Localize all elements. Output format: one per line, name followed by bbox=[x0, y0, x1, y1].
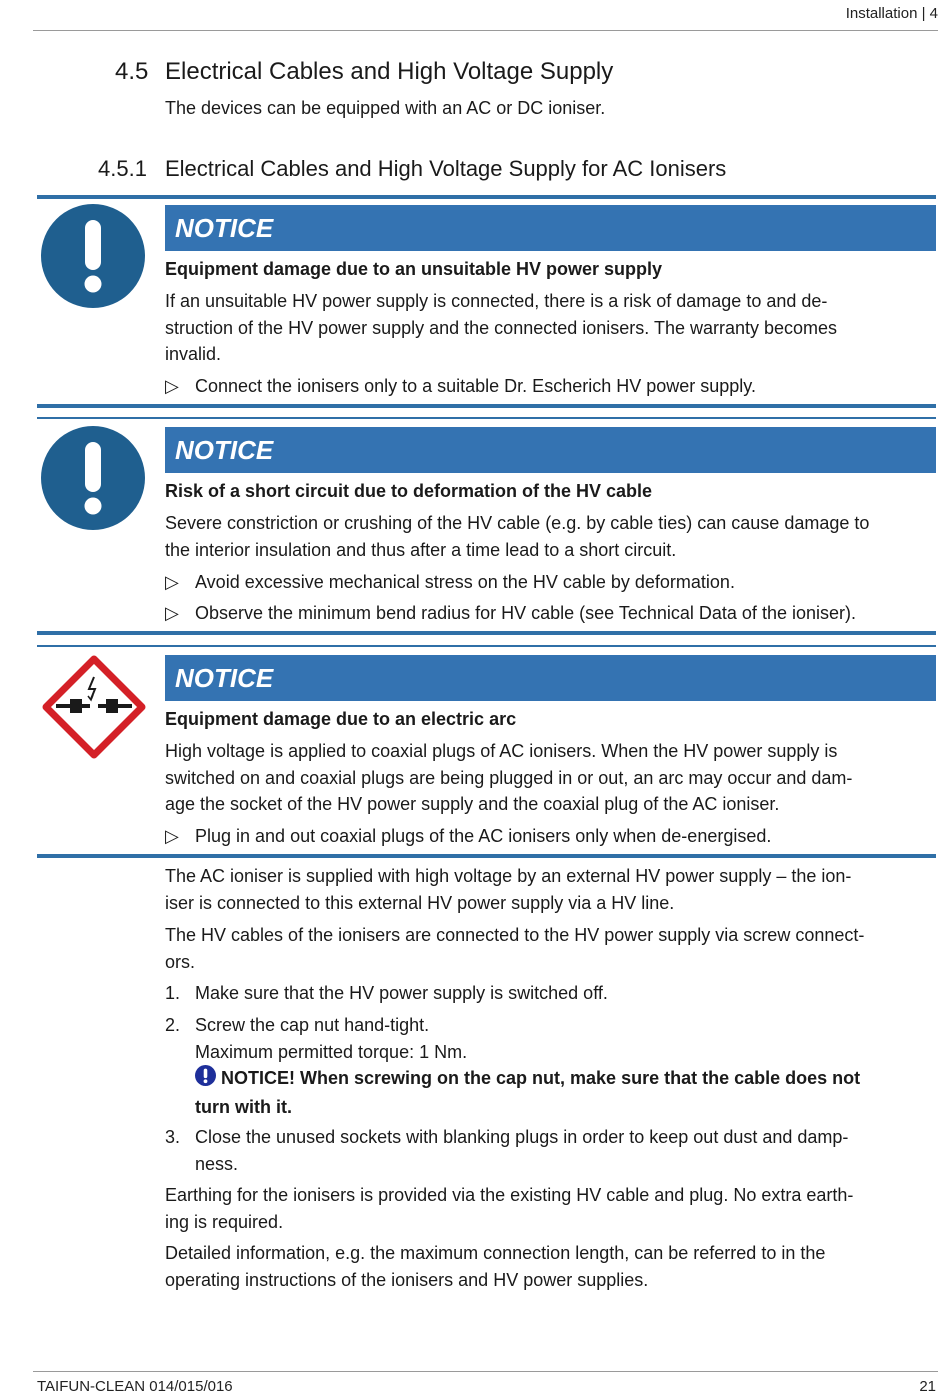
notice-title: Equipment damage due to an unsuitable HV power supply bbox=[165, 259, 663, 279]
footer-divider bbox=[33, 1371, 938, 1372]
section-title: Electrical Cables and High Voltage Supply bbox=[165, 58, 614, 85]
notice-body bbox=[165, 288, 837, 368]
notice-bottom-rule bbox=[37, 854, 936, 858]
ordered-step bbox=[165, 1124, 925, 1178]
step-text: Connect the ionisers only to a suitable Dr. Escherich HV power supply. bbox=[195, 376, 756, 396]
paragraph-line: Detailed information, e.g. the maximum connection length, can be referred to in the bbox=[165, 1243, 826, 1263]
notice-banner: NOTICE bbox=[165, 205, 936, 251]
running-header: Installation | 4 bbox=[845, 5, 938, 22]
step-content bbox=[195, 1124, 848, 1177]
ordered-step bbox=[165, 980, 925, 1007]
step-text: Close the unused sockets with blanking plugs in order to keep out dust and damp- bbox=[195, 1127, 849, 1147]
paragraph-line: iser is connected to this external HV power supply via a HV line. bbox=[165, 892, 675, 913]
section-number: 4.5 bbox=[115, 58, 149, 85]
step-text: Plug in and out coaxial plugs of the AC ionisers only when de-energised. bbox=[195, 826, 772, 846]
notice-step bbox=[165, 823, 915, 850]
step-number: 3. bbox=[165, 1127, 181, 1147]
ordered-step bbox=[165, 1012, 925, 1122]
inline-notice-text: NOTICE! When screwing on the cap nut, make sure that the cable does not bbox=[221, 1068, 861, 1088]
step-text: Make sure that the HV power supply is switched off. bbox=[195, 983, 608, 1003]
paragraph-line: Earthing for the ionisers is provided via the existing HV cable and plug. No extra earth- bbox=[165, 1185, 854, 1205]
page-number: 21 bbox=[919, 1378, 936, 1395]
notice-body-line: If an unsuitable HV power supply is connected, there is a risk of damage to and de- bbox=[165, 291, 828, 311]
step-content bbox=[195, 1012, 860, 1120]
step-text: Screw the cap nut hand-tight. bbox=[195, 1015, 430, 1035]
inline-notice bbox=[195, 1065, 860, 1120]
notice-body-line: struction of the HV power supply and the connected ionisers. The warranty becomes bbox=[165, 317, 838, 338]
paragraph-line: ors. bbox=[165, 951, 196, 972]
paragraph bbox=[165, 1240, 825, 1293]
notice-body-line: invalid. bbox=[165, 344, 222, 364]
step-text: ness. bbox=[195, 1153, 239, 1174]
paragraph-line: ing is required. bbox=[165, 1211, 284, 1232]
notice-step bbox=[165, 569, 935, 596]
step-text: Observe the minimum bend radius for HV cable (see Technical Data of the ioniser). bbox=[195, 603, 856, 623]
exclamation-circle-icon bbox=[41, 426, 145, 535]
notice-bottom-rule bbox=[37, 631, 936, 635]
inline-notice-line: turn with it. bbox=[195, 1096, 292, 1117]
notice-top-rule bbox=[37, 195, 936, 199]
triangle-bullet-icon: ▷ bbox=[165, 603, 179, 623]
footer-product: TAIFUN-CLEAN 014/015/016 bbox=[37, 1378, 233, 1395]
notice-step bbox=[165, 600, 935, 627]
electric-arc-warning-icon bbox=[42, 655, 146, 764]
paragraph bbox=[165, 1182, 853, 1235]
intro-text: The devices can be equipped with an AC or DC ioniser. bbox=[165, 98, 606, 118]
section-heading-4-5 bbox=[115, 58, 613, 86]
subsection-title: Electrical Cables and High Voltage Supply for AC Ionisers bbox=[165, 156, 727, 181]
exclamation-circle-icon bbox=[195, 1065, 216, 1094]
paragraph bbox=[165, 863, 851, 916]
triangle-bullet-icon: ▷ bbox=[165, 572, 179, 592]
step-number: 2. bbox=[165, 1015, 181, 1035]
paragraph bbox=[165, 922, 864, 975]
notice-body-line: Severe constriction or crushing of the HV cable (e.g. by cable ties) can cause damage to bbox=[165, 513, 870, 533]
notice-top-rule bbox=[37, 645, 936, 647]
notice-banner: NOTICE bbox=[165, 427, 936, 473]
notice-banner: NOTICE bbox=[165, 655, 936, 701]
notice-top-rule bbox=[37, 417, 936, 419]
inline-notice-line bbox=[195, 1065, 860, 1094]
step-number: 1. bbox=[165, 983, 181, 1003]
notice-body bbox=[165, 510, 869, 563]
notice-title: Equipment damage due to an electric arc bbox=[165, 709, 517, 729]
notice-body-line: the interior insulation and thus after a time lead to a short circuit. bbox=[165, 539, 677, 560]
notice-title: Risk of a short circuit due to deformation of the HV cable bbox=[165, 481, 653, 501]
notice-step bbox=[165, 373, 915, 400]
step-text: Maximum permitted torque: 1 Nm. bbox=[195, 1041, 468, 1062]
triangle-bullet-icon: ▷ bbox=[165, 376, 179, 396]
notice-bottom-rule bbox=[37, 404, 936, 408]
exclamation-circle-icon bbox=[41, 204, 145, 313]
subsection-number: 4.5.1 bbox=[98, 156, 147, 181]
notice-body-line: High voltage is applied to coaxial plugs of AC ionisers. When the HV power supply is bbox=[165, 741, 838, 761]
header-divider bbox=[33, 30, 938, 31]
paragraph-line: operating instructions of the ionisers and HV power supplies. bbox=[165, 1269, 649, 1290]
triangle-bullet-icon: ▷ bbox=[165, 826, 179, 846]
notice-body-line: switched on and coaxial plugs are being plugged in or out, an arc may occur and dam- bbox=[165, 767, 853, 788]
notice-body-line: age the socket of the HV power supply and the coaxial plug of the AC ioniser. bbox=[165, 794, 780, 814]
notice-body bbox=[165, 738, 852, 818]
paragraph-line: The AC ioniser is supplied with high voltage by an external HV power supply – the ion- bbox=[165, 866, 852, 886]
step-text: Avoid excessive mechanical stress on the HV cable by deformation. bbox=[195, 572, 735, 592]
paragraph-line: The HV cables of the ionisers are connected to the HV power supply via screw connect- bbox=[165, 925, 865, 945]
section-heading-4-5-1 bbox=[98, 156, 726, 182]
